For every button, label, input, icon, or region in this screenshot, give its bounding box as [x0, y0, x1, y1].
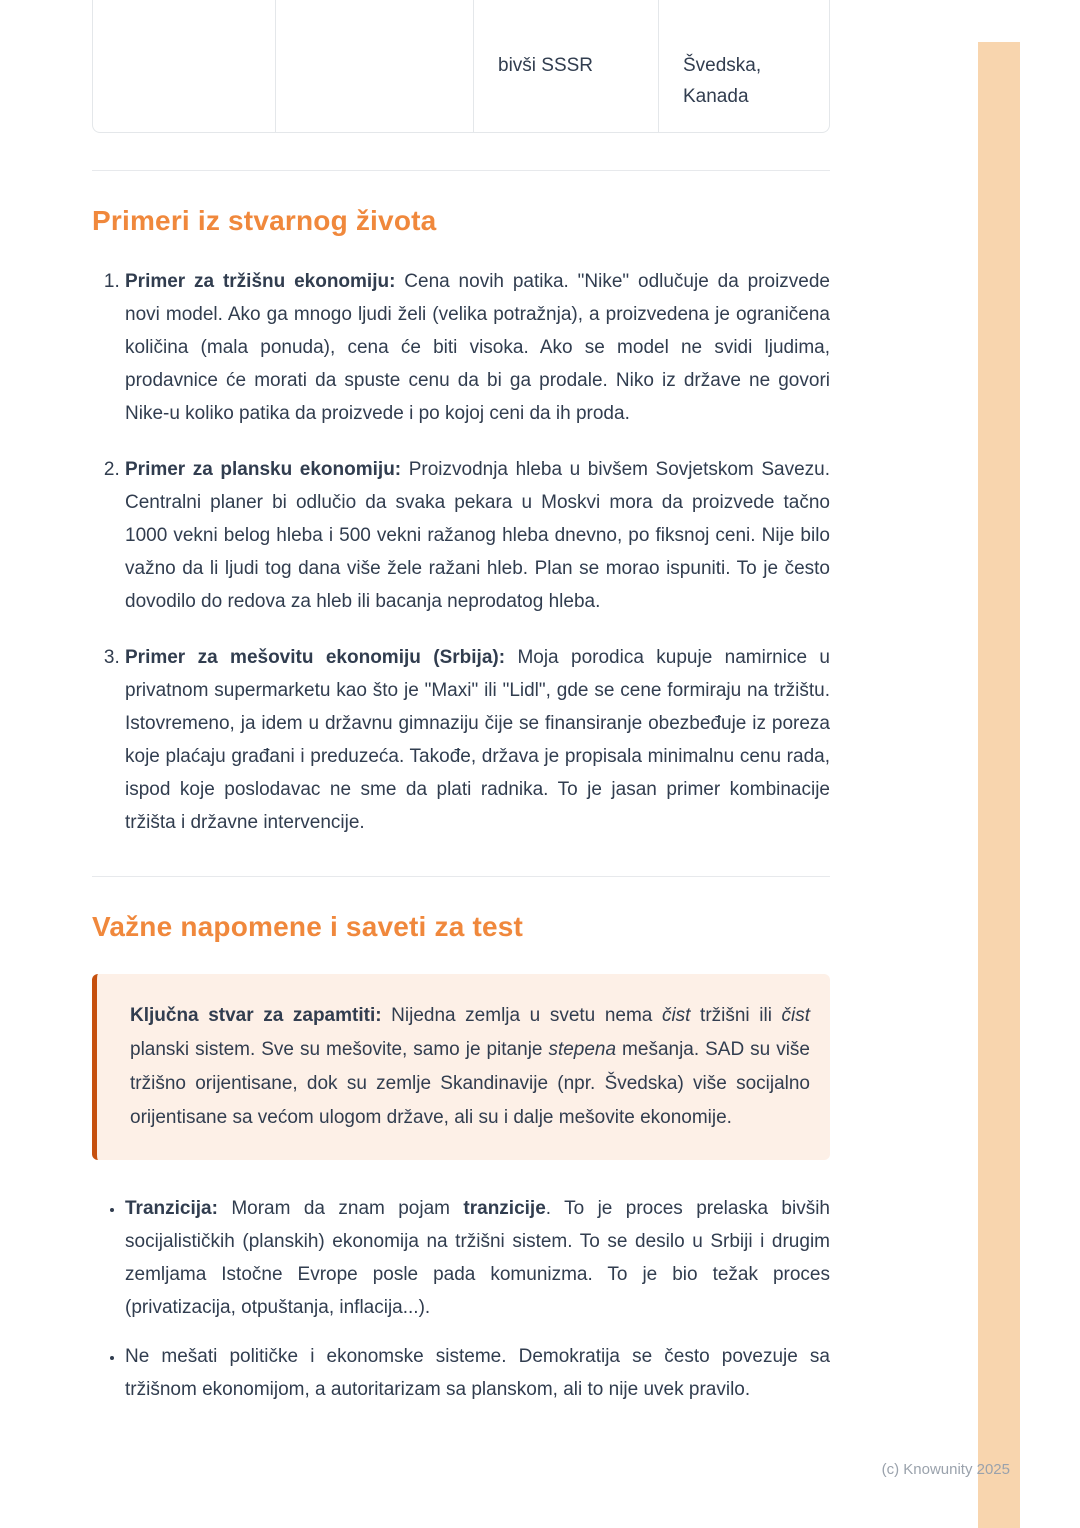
economy-comparison-table [92, 0, 830, 133]
list-item [125, 453, 830, 618]
section-divider [92, 170, 830, 171]
item-text: Moja porodica kupuje namirnice u privatnom supermarketu kao što je "Maxi" ili "Lidl", gde se cene formiraju na tržištu. Istovremeno, ja idem u državnu gimnaziju čije se finansiranje obezbeđuje iz poreza koje plaćaju građani i preduzeća. Takođe, država je propisala minimalnu cenu rada, ispod koje poslodavac ne sme da plati radnika. To je jasan primer kombinacije tržišta i državne intervencije. [125, 647, 830, 833]
examples-numbered-list [92, 265, 830, 839]
decorative-side-stripe [978, 42, 1020, 1528]
table-cell: Švedska, Kanada [658, 0, 829, 132]
list-item [125, 265, 830, 430]
bullet-text: • Ne mešati političke i ekonomske sisteme. Demokratija se često povezuje sa tržišnom ekonomijom, a autoritarizam sa planskom, ali to nije uvek pravilo. [125, 1346, 830, 1400]
item-label: Primer za plansku ekonomiju: [125, 459, 402, 480]
key-note-callout [92, 974, 830, 1160]
list-item [125, 1340, 830, 1406]
copyright-watermark: (c) Knowunity 2025 [881, 1461, 1010, 1478]
document-content [92, 0, 830, 1406]
table-cell [93, 0, 275, 132]
callout-text: Ključna stvar za zapamtiti: Nijedna zemlja u svetu nema čist tržišni ili čist planski sistem. Sve su mešovite, samo je pitanje stepena mešanja. SAD su više tržišno orijentisane, dok su zemlje Skandinavije (npr. Švedska) više socijalno orijentisane sa većom ulogom države, ali su i dalje mešovite ekonomije. [130, 1005, 811, 1128]
notes-heading: Važne napomene i saveti za test [92, 911, 524, 942]
item-label: Primer za mešovitu ekonomiju (Srbija): [125, 647, 506, 668]
item-text: Proizvodnja hleba u bivšem Sovjetskom Savezu. Centralni planer bi odlučio da svaka pekara u Moskvi mora da proizvede tačno 1000 vekni belog hleba i 500 vekni ražanog hleba dnevno, po fiksnoj ceni. Nije bilo važno da li ljudi tog dana više žele ražani hleb. Plan se morao ispuniti. To je često dovodilo do redova za hleb ili bacanja neprodatog hleba. [125, 459, 830, 612]
table-cell [275, 0, 473, 132]
item-label: Primer za tržišnu ekonomiju: [125, 271, 396, 292]
examples-heading: Primeri iz stvarnog života [92, 205, 437, 236]
list-item [125, 1192, 830, 1324]
bullet-text: • Tranzicija: Moram da znam pojam tranzicije. To je proces prelaska bivših socijalističkih (planskih) ekonomija na tržišni sistem. To se desilo u Srbiji i drugim zemljama Istočne Evrope posle pada komunizma. To je bio težak proces (privatizacija, otpuštanja, inflacija...). [125, 1198, 831, 1318]
section-divider [92, 876, 830, 877]
list-item [125, 641, 830, 839]
notes-bullet-list [92, 1192, 830, 1406]
table-cell: bivši SSSR [473, 0, 658, 132]
item-text: Cena novih patika. "Nike" odlučuje da proizvede novi model. Ako ga mnogo ljudi želi (velika potražnja), a proizvedena je ograničena količina (mala ponuda), cena će biti visoka. Ako se model ne svidi ljudima, prodavnice će morati da spuste cenu da bi ga prodale. Niko iz države ne govori Nike-u koliko patika da proizvede i po kojoj ceni da ih proda. [125, 271, 830, 424]
